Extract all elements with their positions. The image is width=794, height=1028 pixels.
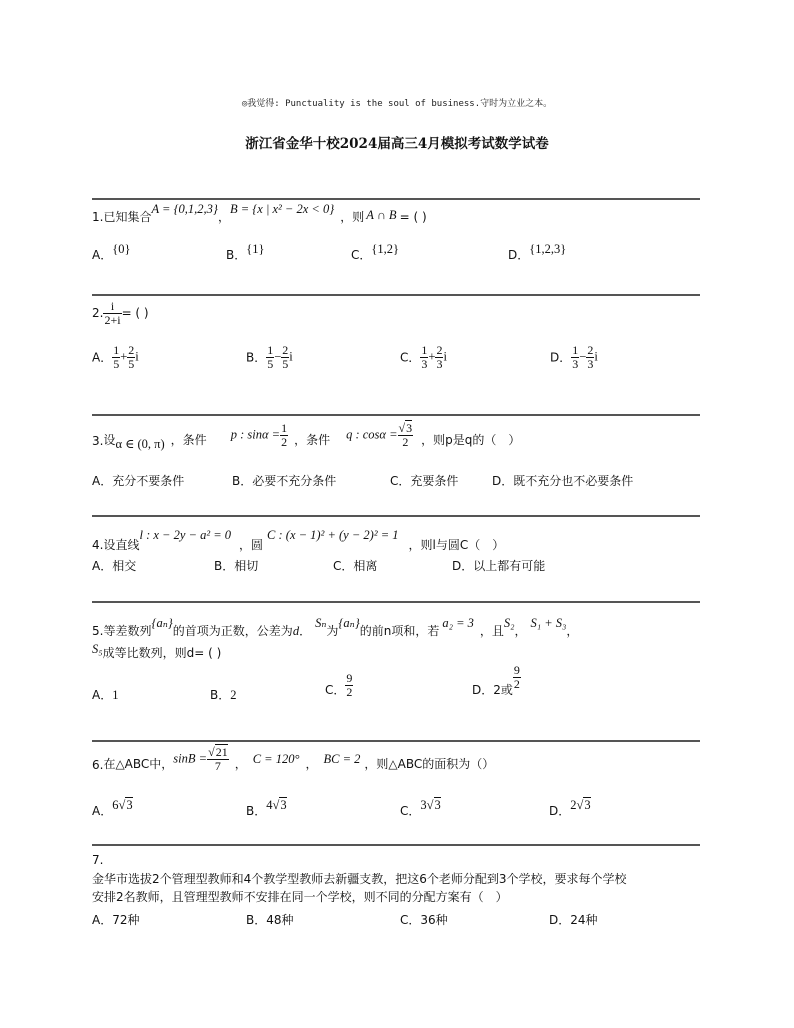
radicand: 3 [434,798,441,812]
option-prefix: 2或 [493,683,513,698]
q6-option-c[interactable]: C．$^{3√3}$ [400,798,441,818]
q3-stem-suffix: ，则p是q的（ ） [421,433,521,448]
numerator: 1 [572,343,579,357]
radicand: 21 [215,745,228,759]
numerator: 2 [587,343,594,357]
separator: ， [234,757,247,772]
q6-stem-prefix: 在△ABC中， [103,757,174,772]
numerator: 1 [113,343,120,357]
q5-d: d [292,624,300,638]
option-value: {0} [112,242,131,256]
q7-option-d[interactable]: D．24种 [549,913,598,927]
denominator: 3 [572,356,579,371]
option-value: 1 [112,688,119,702]
q6-option-a[interactable]: A．$^{6√3}$ [92,798,133,818]
q1-set-a: A = {0,1,2,3} [151,202,218,216]
q3-option-b[interactable]: B．必要不充分条件 [232,474,337,488]
denominator: 5 [113,356,120,371]
denominator: 5 [267,356,274,371]
option-label: D． [550,350,572,365]
denominator: 5 [128,356,135,371]
q4-stem-prefix: 设直线 [103,538,140,552]
operator: + [120,349,128,364]
denominator: 5 [282,356,289,371]
q3-q-expr: q : cosα = [346,427,398,442]
option-label: C． [351,248,372,262]
q3-cond2-label: ，条件 [294,433,331,448]
q6-sinb: sinB = [173,751,208,766]
q4-circle-eq: C : (x − 1)² + (y − 2)² = 1 [267,528,399,542]
q4-option-a[interactable]: A．相交 [92,559,137,573]
numerator: 1 [267,343,274,357]
option-value: {1,2} [371,242,400,256]
q4-option-c[interactable]: C．相离 [333,559,378,573]
denominator: 3 [421,356,428,371]
q5-sn: Sₙ [315,616,327,630]
q5-seq: {aₙ} [151,616,173,630]
q1-stem-prefix: 已知集合 [103,210,152,224]
numerator: 1 [421,343,428,357]
q1-set-b: B = {x | x² − 2x < 0} [229,202,335,216]
q3-stem-prefix: 设 [103,433,116,448]
denominator: 2 [513,676,520,691]
option-label: C． [400,804,421,818]
q5-option-d[interactable] [472,663,521,698]
option-value: {1,2,3} [529,242,567,256]
q6-option-b[interactable]: B．$^{4√3}$ [246,798,287,818]
option-value: {1} [246,242,265,256]
coefficient: 2 [570,798,577,812]
q5-s2: S₂ [503,616,515,630]
q5-text: ． [299,624,312,638]
operator: + [428,349,436,364]
q6-bc: BC = 2 [323,751,361,766]
denominator: 3 [436,356,443,371]
q1-num: 1. [92,210,104,224]
option-label: A． [92,804,113,818]
option-label: B． [226,248,247,262]
q7-line1: 金华市选拔2个管理型教师和4个教学型教师去新疆支教，把这6个老师分配到3个学校，要求每个学校 [92,872,627,886]
q5-text: ， [514,624,527,638]
q7-option-c[interactable]: C．36种 [400,913,448,927]
option-label: D． [549,804,571,818]
q1-option-b[interactable] [226,244,264,263]
q5-s1s3: S₁ + S₃ [530,616,567,630]
option-label: D． [472,683,494,698]
coefficient: 3 [420,798,427,812]
numerator: 2 [436,343,443,357]
page-title: 浙江省金华十校2024届高三4月模拟考试数学试卷 [245,136,549,152]
divider [92,515,700,517]
divider [92,844,700,846]
q7-num: 7. [92,853,104,867]
q2-fraction [103,300,121,326]
option-label: A． [92,248,113,262]
numerator: 2 [128,343,135,357]
separator: ， [305,757,318,772]
q1-option-a[interactable] [92,244,130,263]
q5-text: 的前n项和，若 [359,624,440,638]
coefficient: 6 [112,798,119,812]
q3-num: 3. [92,434,104,449]
motto-line: ◎我觉得: Punctuality is the soul of business.守时为立业之本。 [241,99,553,109]
divider [92,601,700,603]
q2-blank: = ( ) [121,306,149,321]
option-label: A． [92,350,113,365]
radicand: 3 [280,798,287,812]
q6-option-d[interactable]: D．$^{2√3}$ [549,798,591,818]
option-label: C． [400,350,421,365]
option-label: A． [92,688,113,702]
denominator: 7 [214,758,221,773]
q5-text: ， [566,624,579,638]
q5-option-a[interactable] [92,684,118,703]
q1-option-d[interactable] [508,244,566,263]
denominator: 2 [402,434,409,449]
numerator: i [103,300,121,314]
q2-option-a[interactable] [92,344,139,370]
q5-option-b[interactable] [210,684,236,703]
q5-text: 为 [326,624,339,638]
numerator: 9 [513,663,520,677]
q5-text: ，且 [479,624,504,638]
option-label: D． [508,248,530,262]
coefficient: 4 [266,798,273,812]
q7-option-a[interactable]: A．72种 [92,913,140,927]
denominator: 2 [281,434,288,449]
q1-expr: A ∩ B [366,208,397,222]
q5-num: 5. [92,624,104,638]
q6-num: 6. [92,758,104,773]
q2-option-c[interactable] [400,344,447,370]
radicand: 3 [406,421,413,435]
q7-option-b[interactable]: B．48种 [246,913,294,927]
q1-blank: = ( ) [399,210,427,224]
q3-option-d[interactable]: D．既不充分也不必要条件 [492,474,634,488]
option-label: B． [246,350,267,365]
option-label: B． [210,688,231,702]
imag-unit: i [135,349,139,364]
q4-stem-suffix: ，则l与圆C（ ） [408,538,505,552]
q5-s5: S₅ [92,642,103,656]
q6-stem-suffix: ，则△ABC的面积为（） [364,757,495,772]
operator: − [579,349,587,364]
q2-option-b[interactable] [246,344,293,370]
q7-line2: 安排2名教师，且管理型教师不安排在同一个学校，则不同的分配方案有（ ） [92,890,508,904]
option-label: B． [246,804,267,818]
divider [92,294,700,296]
numerator: 9 [346,671,353,685]
q4-option-d[interactable]: D．以上都有可能 [452,559,546,573]
q5-line2: 成等比数列，则d= ( ) [102,646,222,660]
q3-cond1-label: ，条件 [170,433,207,448]
q4-line-eq: l : x − 2y − a² = 0 [139,528,232,542]
q4-num: 4. [92,538,104,552]
imag-unit: i [289,349,293,364]
q3-option-a[interactable]: A．充分不要条件 [92,474,185,488]
q5-a2: a₂ = 3 [442,616,474,630]
radicand: 3 [584,798,591,812]
q5-text: 的首项为正数，公差为 [172,624,293,638]
numerator: 1 [281,421,288,435]
denominator: 2+i [104,312,121,327]
option-label: C． [325,683,346,698]
imag-unit: i [594,349,598,364]
q4-mid: ，圆 [239,538,264,552]
q1-option-c[interactable] [351,244,399,263]
imag-unit: i [443,349,447,364]
denominator: 2 [346,684,353,699]
q1-stem-suffix: ，则 [340,210,365,224]
q3-option-c[interactable]: C．充要条件 [390,474,459,488]
q3-p-expr: p : sinα = [230,427,281,442]
divider [92,414,700,416]
q5-text: 等差数列 [103,624,152,638]
divider [92,740,700,742]
option-value: 2 [230,688,237,702]
q3-alpha: α ∈ (0, π) [115,437,165,451]
q5-seq: {aₙ} [338,616,360,630]
q2-option-d[interactable] [550,344,598,370]
denominator: 3 [587,356,594,371]
numerator: 2 [282,343,289,357]
divider [92,198,700,200]
q6-c-angle: C = 120° [252,751,300,766]
q4-option-b[interactable]: B．相切 [214,559,259,573]
radicand: 3 [126,798,133,812]
q2-num: 2. [92,306,104,321]
operator: − [274,349,282,364]
q5-option-c[interactable] [325,672,353,698]
